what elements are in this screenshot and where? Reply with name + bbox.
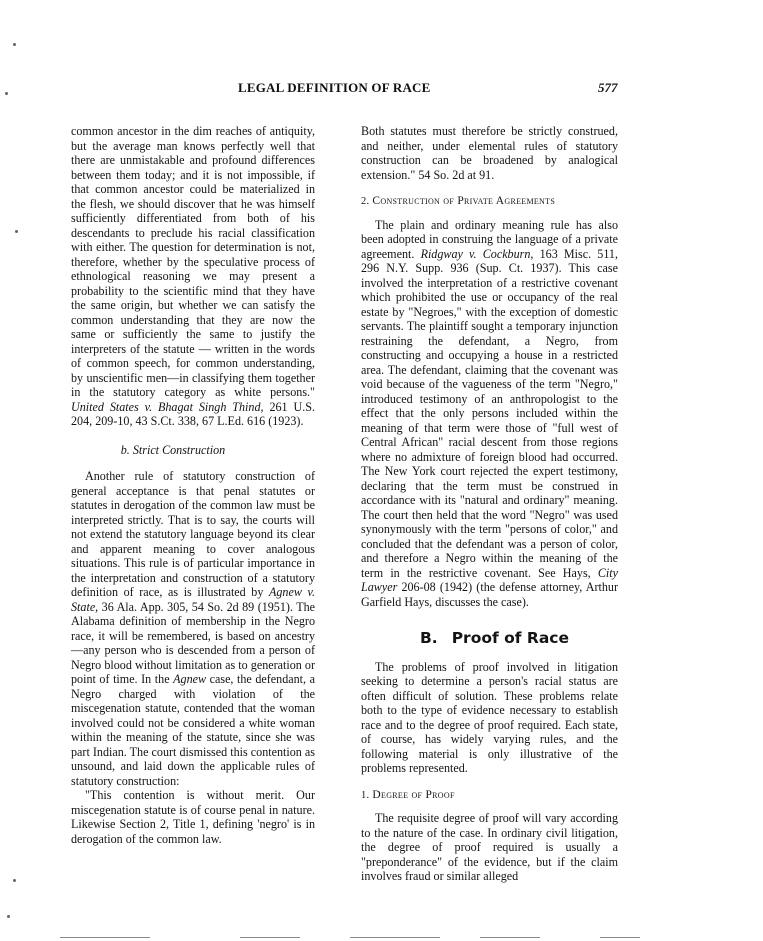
scan-edge-mark bbox=[480, 937, 540, 938]
case-citation: United States v. Bhagat Singh Thind, bbox=[71, 399, 264, 414]
scan-edge-mark bbox=[60, 937, 150, 938]
case-citation: Agnew v. State, bbox=[71, 585, 316, 614]
scan-edge-mark bbox=[350, 937, 440, 938]
paragraph: The plain and ordinary meaning rule has also been adopted in construing the language of a private agreement. Ridgway v. Cockburn, 163 Misc. 511, 296 N.Y. Supp. 936 (Sup. Ct. 1937). This case involved the interpretation of a restrictive covenant which prohibited the use or occupancy of the real estate by "Negroes," with the exception of domestic servants. The plaintiff sought a temporary injunction restraining the defendant, a Negro, from constructing and occupying a house in a restricted area. The defendant, claiming that the covenant was void because of the vagueness of the term "Negro," introduced testimony of an anthropologist to the effect that the only persons included within the meaning of that term were those of "full west of Central African" racial descent from those regions where no admixture of foreign blood had occurred. The New York court rejected the expert testimony, declaring that the term must be construed in accordance with its "natural and ordinary" meaning. The court then held that the word "Negro" was used synonymously with the term "persons of color," and concluded that the defendant was a person of color, and therefore a Negro within the meaning of the term in the restrictive covenant. See Hays, City Lawyer 206-08 (1942) (the defense attorney, Arthur Garfield Hays, discusses the case). bbox=[361, 217, 619, 609]
scan-speck bbox=[7, 915, 10, 918]
page-number: 577 bbox=[598, 80, 618, 95]
scan-edge-mark bbox=[600, 937, 640, 938]
case-citation: Ridgway v. Cockburn, bbox=[420, 246, 534, 261]
paragraph: The requisite degree of proof will vary according to the nature of the case. In ordinary civil litigation, the degree of proof required is usually a "preponderance" of the evidence, but if the claim involves fraud or similar alleged bbox=[361, 811, 618, 883]
paragraph: common ancestor in the dim reaches of antiquity, but the average man knows perfectly well that there are unmistakable and profound differences between them today; and it is not impossible, if that common ancestor could be materialized in the flesh, we should discover that he was himself sufficiently differentiated from both of his descendants to preclude his racial classification with either. The question for determination is not, therefore, whether by the speculative process of ethnological reasoning we may present a probability to the scientific mind that they have the same origin, but whether we can satisfy the common understanding that they are now the same or sufficiently the same to justify the interpreters of the statute — written in the words of common speech, for common understanding, by unscientific men—in classifying them together in the statutory category as white persons." United States v. Bhagat Singh Thind, 261 U.S. 204, 209-10, 43 S.Ct. 338, 67 L.Ed. 616 (1923). bbox=[71, 124, 315, 428]
section-heading: B. Proof of Race bbox=[419, 629, 570, 647]
scan-speck bbox=[13, 43, 16, 46]
book-title: City Lawyer bbox=[361, 565, 618, 594]
subsection-heading: 1. Degree of Proof bbox=[361, 788, 455, 801]
block-quote: "This contention is without merit. Our miscegenation statute is of course penal in nature. Likewise Section 2, Title 1, defining 'negro' is in derogation of the common law. bbox=[71, 788, 315, 846]
running-header-title: LEGAL DEFINITION OF RACE bbox=[238, 80, 431, 95]
scan-speck bbox=[5, 92, 8, 95]
scan-edge-mark bbox=[240, 937, 300, 938]
subsection-heading: 2. Construction of Private Agreements bbox=[361, 195, 556, 207]
right-column bbox=[361, 124, 618, 884]
case-name: Agnew bbox=[173, 672, 207, 686]
paragraph: Another rule of statutory construction of general acceptance is that penal statutes or statutes in derogation of the common law must be interpreted strictly. That is to say, the courts will not extend the statutory language beyond its clear and apparent meaning to cover analogous situations. This rule is of particular importance in the interpretation and construction of a statutory definition of race, as is illustrated by Agnew v. State, 36 Ala. App. 305, 54 So. 2d 89 (1951). The Alabama definition of membership in the Negro race, it will be remembered, is based on ancestry—any person who is descended from a person of Negro blood without limitation as to generation or point of time. In the Agnew case, the defendant, a Negro charged with violation of the miscegenation statute, contended that the woman involved could not be considered a white woman within the meaning of the statute, since she was part Indian. The court dismissed this contention as unsound, and laid down the applicable rules of statutory construction: bbox=[71, 469, 316, 788]
left-column bbox=[71, 124, 315, 846]
paragraph: Both statutes must therefore be strictly construed, and neither, under elemental rules of statutory construction can be broadened by analogical extension." 54 So. 2d at 91. bbox=[361, 124, 618, 182]
scan-speck bbox=[15, 230, 18, 233]
subsection-heading: b. Strict Construction bbox=[120, 442, 226, 457]
paragraph: The problems of proof involved in litigation seeking to determine a person's racial status are often difficult of solution. These problems relate both to the type of evidence necessary to establish race and to the degree of proof required. Each state, of course, has widely varying rules, and the following material is only illustrative of the problems represented. bbox=[361, 659, 618, 775]
scan-speck bbox=[13, 879, 16, 882]
